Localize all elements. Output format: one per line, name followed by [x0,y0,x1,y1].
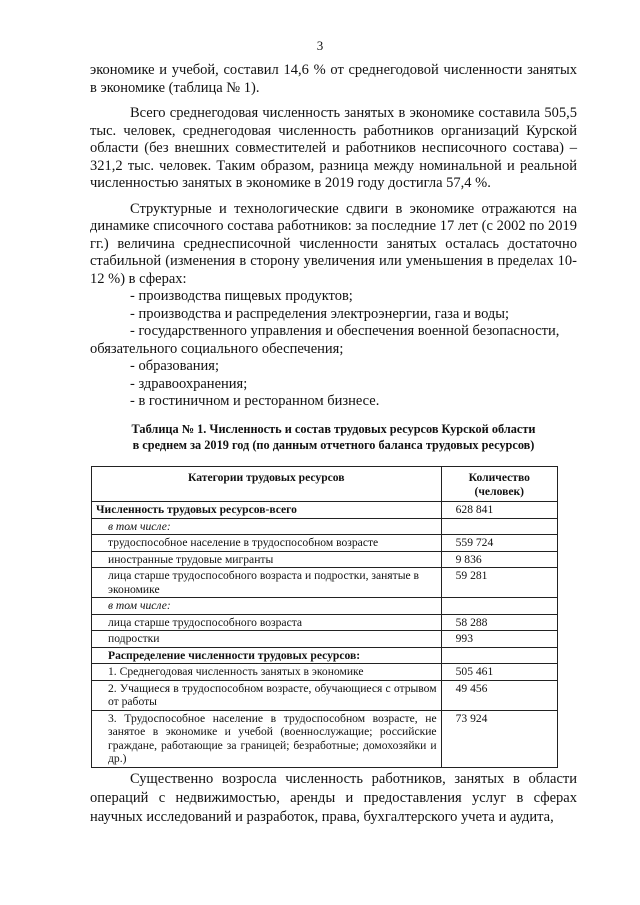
row-value [441,647,557,664]
row-label: в том числе: [92,598,442,615]
table-row [92,551,558,568]
body-text-bottom [90,770,577,827]
row-value: 993 [441,631,557,648]
list-item-government: - государственного управления и обеспечения военной безопасности, [130,323,560,339]
paragraph-employment-total: Всего среднегодовая численность занятых в экономике составила 505,5 тыс. человек, среднегодовая численность работников организаций Курской области (без внешних совместителей и работников несписочного состава) – 321,2 тыс. человек. Таким образом, разница между номинальной и реальной численностью занятых в экономике в 2019 году достигла 57,4 %. [90,105,577,191]
row-label: 3. Трудоспособное население в трудоспособном возрасте, не занятое в экономике и учебой (военнослужащие; российские граждане, работающие за границей; безработные; домохозяйки и др.) [92,710,442,767]
row-value [441,598,557,615]
table-row [92,568,558,598]
row-label: иностранные трудовые мигранты [92,551,442,568]
table-row [92,518,558,535]
row-label: лица старше трудоспособного возраста и подростки, занятые в экономике [92,568,442,598]
list-item-food: - производства пищевых продуктов; [130,288,353,304]
row-value: 59 281 [441,568,557,598]
table-row [92,647,558,664]
row-label: Численность трудовых ресурсов-всего [92,502,442,519]
table-caption-line1: Таблица № 1. Численность и состав трудовых ресурсов Курской области [131,422,536,436]
header-category: Категории трудовых ресурсов [92,467,442,502]
table-row [92,614,558,631]
table-row [92,680,558,710]
body-text-top [90,62,577,411]
row-value: 9 836 [441,551,557,568]
row-value: 49 456 [441,680,557,710]
row-label: 1. Среднегодовая численность занятых в экономике [92,664,442,681]
table-header-row [92,467,558,502]
table-row [92,502,558,519]
list-item-education: - образования; [130,358,219,374]
list-item-hospitality: - в гостиничном и ресторанном бизнесе. [130,393,380,409]
row-label: Распределение численности трудовых ресурсов: [92,647,442,664]
header-quantity: Количество (человек) [441,467,557,502]
paragraph-real-estate: Существенно возросла численность работников, занятых в области операций с недвижимостью, аренды и предоставления услуг в сферах научных исследований и разработок, права, бухгалтерского учета и аудита, [90,771,577,825]
row-value: 505 461 [441,664,557,681]
page-number: 3 [316,38,324,53]
row-label: в том числе: [92,518,442,535]
row-value: 73 924 [441,710,557,767]
labor-resources-table [91,466,558,768]
row-label: лица старше трудоспособного возраста [92,614,442,631]
row-label: 2. Учащиеся в трудоспособном возрасте, обучающиеся с отрывом от работы [92,680,442,710]
row-label: трудоспособное население в трудоспособном возрасте [92,535,442,552]
row-label: подростки [92,631,442,648]
table-caption [90,421,577,453]
row-value: 58 288 [441,614,557,631]
paragraph-structural-shifts: Структурные и технологические сдвиги в экономике отражаются на динамике списочного состава работников: за последние 17 лет (с 2002 по 2019 гг.) величина среднесписочной численности занятых осталась достаточно стабильной (изменения в сторону увеличения или уменьшения в пределах 10-12 %) в сферах: [90,200,577,287]
list-item-government-cont: обязательного социального обеспечения; [90,340,344,357]
table-row [92,664,558,681]
table-caption-line2: в среднем за 2019 год (по данным отчетного баланса трудовых ресурсов) [132,438,535,452]
list-item-health: - здравоохранения; [130,375,248,392]
table-row [92,631,558,648]
row-value: 628 841 [441,502,557,519]
table-row [92,535,558,552]
list-item-energy: - производства и распределения электроэнергии, газа и воды; [130,305,510,322]
table-row [92,710,558,767]
paragraph-continuation: экономике и учебой, составил 14,6 % от среднегодовой численности занятых в экономике (таблица № 1). [90,62,577,96]
row-value [441,518,557,535]
row-value: 559 724 [441,535,557,552]
table-row [92,598,558,615]
